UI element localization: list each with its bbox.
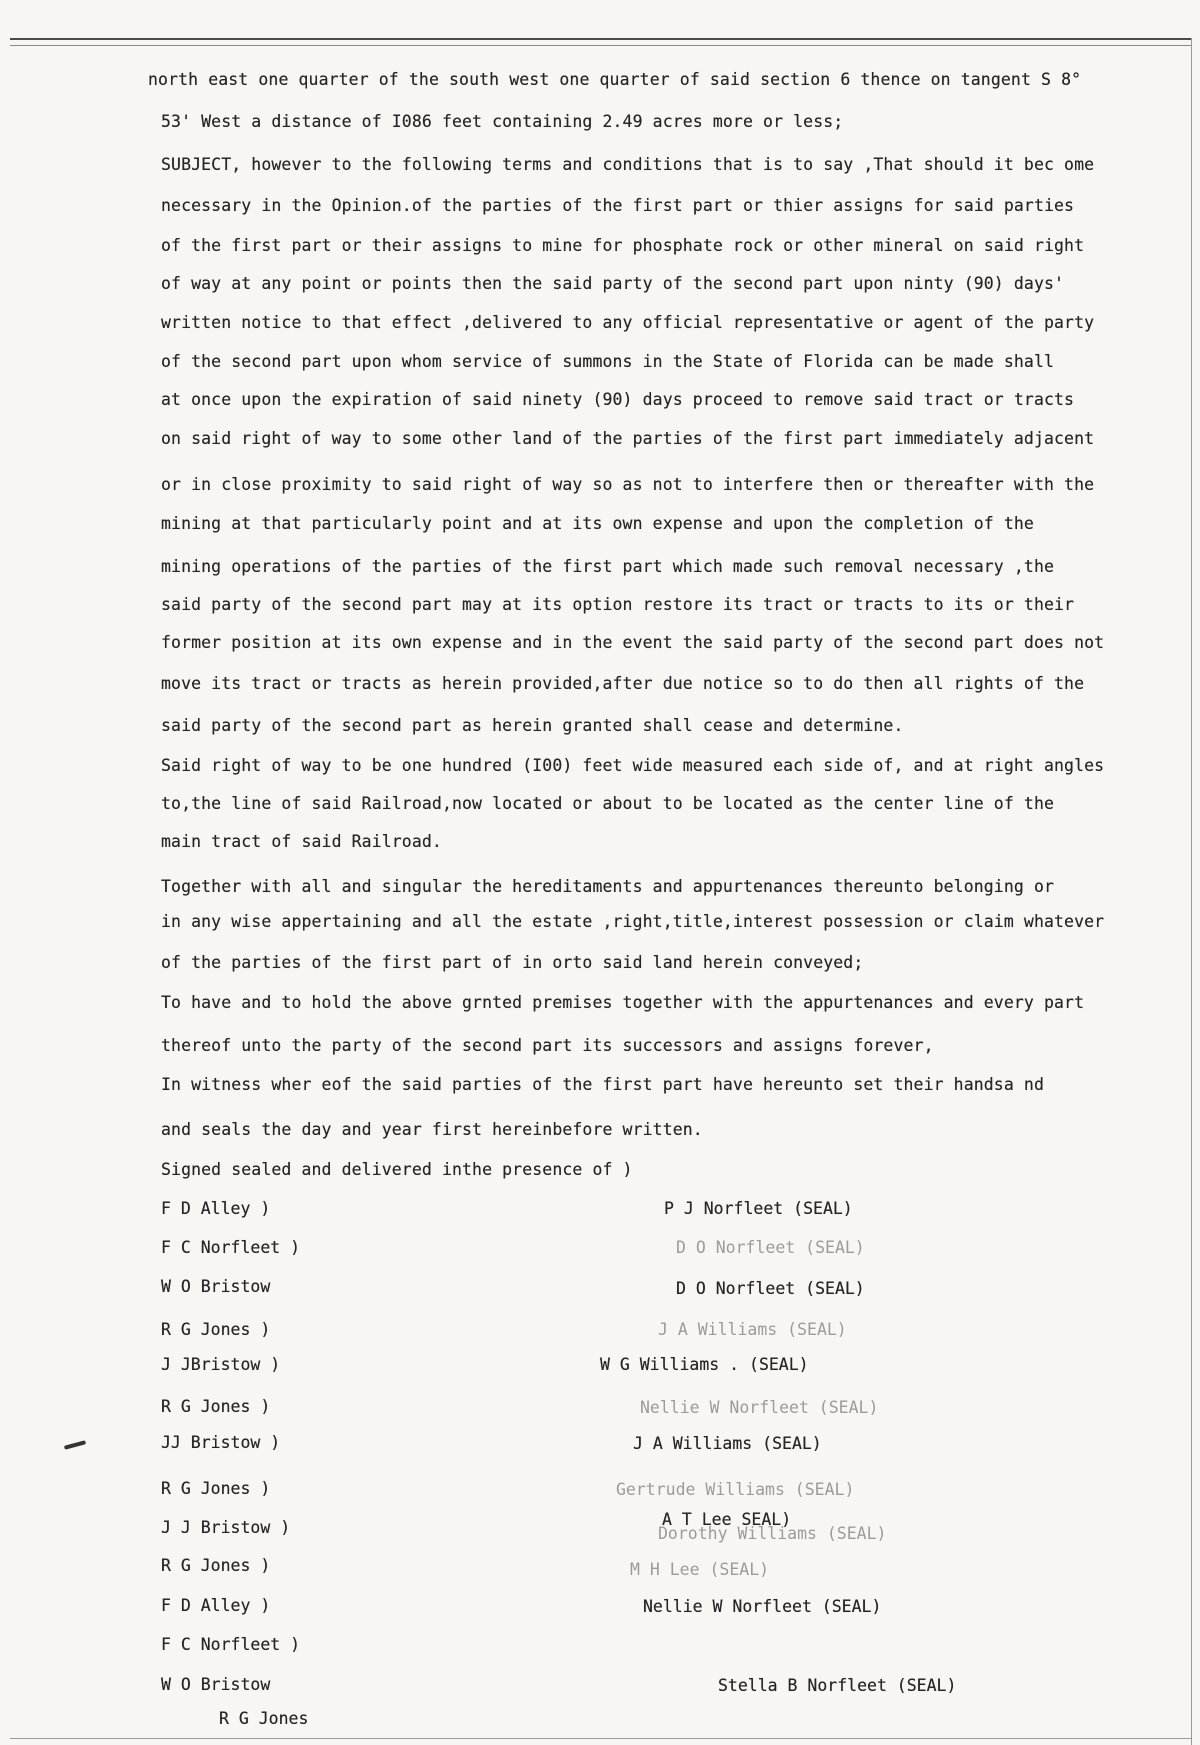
page-border-right — [1191, 38, 1192, 1745]
body-line: on said right of way to some other land of the parties of the first part immediately adjacent — [161, 429, 1095, 448]
witness-name: J JBristow ) — [161, 1355, 281, 1374]
body-line: Said right of way to be one hundred (I00) feet wide measured each side of, and at right angles — [161, 756, 1105, 775]
body-line: in any wise appertaining and all the estate ,right,title,interest possession or claim whatever — [161, 912, 1105, 931]
signatory-seal: P J Norfleet (SEAL) — [664, 1199, 853, 1218]
body-line: of way at any point or points then the said party of the second part upon ninty (90) days' — [161, 274, 1065, 293]
witness-name: R G Jones ) — [161, 1479, 271, 1498]
witness-name: JJ Bristow ) — [161, 1433, 281, 1452]
page-border-top-thin — [10, 45, 1192, 46]
witness-name: J J Bristow ) — [161, 1518, 291, 1537]
signatory-seal: A T Lee SEAL) — [662, 1510, 792, 1529]
body-line: said party of the second part as herein granted shall cease and determine. — [161, 716, 904, 735]
witness-name: R G Jones ) — [161, 1320, 271, 1339]
body-line: north east one quarter of the south west one quarter of said section 6 thence on tangent S 8° — [148, 70, 1082, 89]
witness-name: R G Jones — [219, 1709, 309, 1728]
body-line: SUBJECT, however to the following terms and conditions that is to say ,That should it bec ome — [161, 155, 1095, 174]
body-line: written notice to that effect ,delivered to any official representative or agent of the party — [161, 313, 1095, 332]
witness-name: F C Norfleet ) — [161, 1635, 301, 1654]
witness-name: F C Norfleet ) — [161, 1238, 301, 1257]
signatory-seal: M H Lee (SEAL) — [630, 1560, 770, 1579]
signatory-seal: Stella B Norfleet (SEAL) — [718, 1676, 957, 1695]
signatory-seal: D O Norfleet (SEAL) — [676, 1238, 865, 1257]
body-line: Signed sealed and delivered inthe presence of ) — [161, 1160, 633, 1179]
body-line: thereof unto the party of the second part its successors and assigns forever, — [161, 1036, 934, 1055]
witness-name: R G Jones ) — [161, 1397, 271, 1416]
witness-name: R G Jones ) — [161, 1556, 271, 1575]
body-line: mining operations of the parties of the first part which made such removal necessary ,the — [161, 557, 1055, 576]
witness-name: F D Alley ) — [161, 1596, 271, 1615]
body-line: main tract of said Railroad. — [161, 832, 442, 851]
ink-mark — [64, 1440, 86, 1450]
body-line: said party of the second part may at its option restore its tract or tracts to its or their — [161, 595, 1075, 614]
body-line: and seals the day and year first hereinbefore written. — [161, 1120, 703, 1139]
body-line: In witness wher eof the said parties of the first part have hereunto set their handsa nd — [161, 1075, 1044, 1094]
signatory-seal: J A Williams (SEAL) — [658, 1320, 847, 1339]
page-border-top — [10, 38, 1192, 40]
body-line: to,the line of said Railroad,now located or about to be located as the center line of the — [161, 794, 1055, 813]
signatory-seal: Dorothy Williams (SEAL) — [658, 1524, 887, 1543]
signatory-seal: Nellie W Norfleet (SEAL) — [643, 1597, 882, 1616]
body-line: of the first part or their assigns to mine for phosphate rock or other mineral on said right — [161, 236, 1085, 255]
page-border-bottom — [10, 1738, 1192, 1739]
body-line: To have and to hold the above grnted premises together with the appurtenances and every part — [161, 993, 1085, 1012]
body-line: necessary in the Opinion.of the parties of the first part or thier assigns for said parties — [161, 196, 1075, 215]
body-line: move its tract or tracts as herein provided,after due notice so to do then all rights of the — [161, 674, 1085, 693]
body-line: of the second part upon whom service of summons in the State of Florida can be made shall — [161, 352, 1055, 371]
body-line: or in close proximity to said right of way so as not to interfere then or thereafter with the — [161, 475, 1095, 494]
witness-name: W O Bristow — [161, 1675, 271, 1694]
body-line: mining at that particularly point and at its own expense and upon the completion of the — [161, 514, 1034, 533]
body-line: Together with all and singular the hereditaments and appurtenances thereunto belonging or — [161, 877, 1055, 896]
body-line: 53' West a distance of I086 feet containing 2.49 acres more or less; — [161, 112, 844, 131]
body-line: of the parties of the first part of in orto said land herein conveyed; — [161, 953, 864, 972]
witness-name: F D Alley ) — [161, 1199, 271, 1218]
witness-name: W O Bristow — [161, 1277, 271, 1296]
signatory-seal: Gertrude Williams (SEAL) — [616, 1480, 855, 1499]
signatory-seal: W G Williams . (SEAL) — [600, 1355, 809, 1374]
body-line: at once upon the expiration of said ninety (90) days proceed to remove said tract or tracts — [161, 390, 1075, 409]
signatory-seal: D O Norfleet (SEAL) — [676, 1279, 865, 1298]
signatory-seal: Nellie W Norfleet (SEAL) — [640, 1398, 879, 1417]
body-line: former position at its own expense and in the event the said party of the second part does not — [161, 633, 1105, 652]
signatory-seal: J A Williams (SEAL) — [633, 1434, 822, 1453]
